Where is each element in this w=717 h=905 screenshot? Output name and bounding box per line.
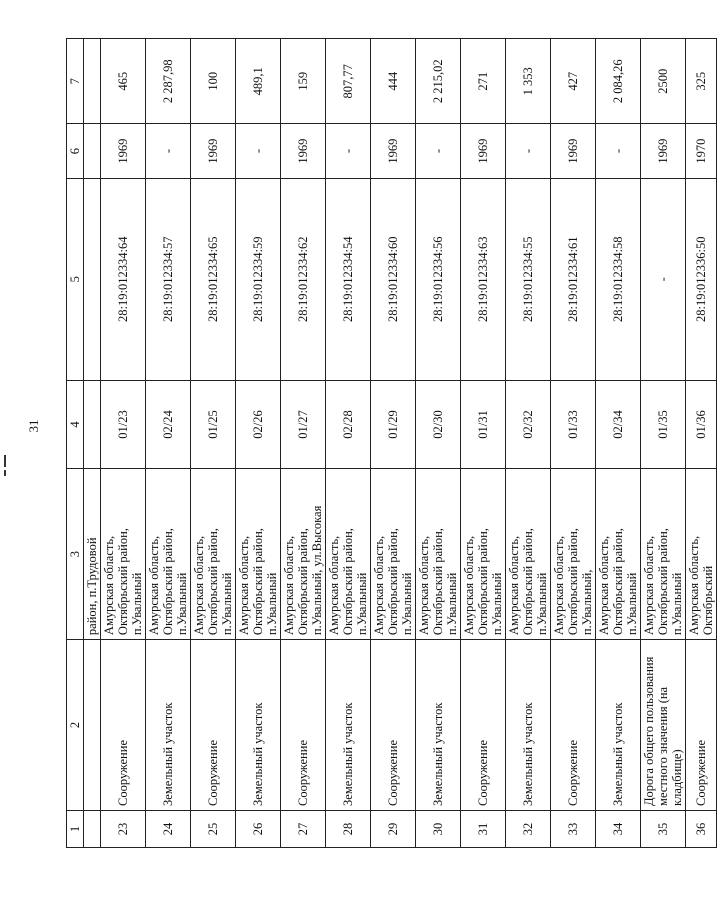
header-cell: 3 <box>67 469 84 640</box>
table-cell-c1: 35 <box>641 810 686 847</box>
table-row <box>236 39 281 848</box>
table-cell-c3: Амурская область, Октябрьский район, п.Увальный, ул.Высокая <box>281 469 326 640</box>
table-cell-c2 <box>84 640 101 811</box>
table-cell-c2: Земельный участок <box>596 640 641 811</box>
table-cell-c5: 28:19:012334:65 <box>191 178 236 380</box>
binding-mark <box>4 470 6 476</box>
table-cell-c4: 01/33 <box>551 380 596 468</box>
table-cell-c1: 33 <box>551 810 596 847</box>
table-row <box>146 39 191 848</box>
header-cell: 5 <box>67 178 84 380</box>
table-cell-c4: 01/31 <box>461 380 506 468</box>
table-cell-c6: 1969 <box>101 124 146 178</box>
table-cell-c5: 28:19:012334:54 <box>326 178 371 380</box>
table-cell-c2: Земельный участок <box>506 640 551 811</box>
table-cell-c5: 28:19:012334:58 <box>596 178 641 380</box>
table-row <box>191 39 236 848</box>
header-cell: 6 <box>67 124 84 178</box>
table-row <box>641 39 686 848</box>
table-cell-c7: 427 <box>551 39 596 125</box>
table-row <box>281 39 326 848</box>
table-cell-c2: Земельный участок <box>236 640 281 811</box>
table-cell-c3: Амурская область, Октябрьский район, п.Увальный <box>461 469 506 640</box>
table-row <box>506 39 551 848</box>
table-cell-c1: 34 <box>596 810 641 847</box>
table-cell-c2: Земельный участок <box>146 640 191 811</box>
table-cell-c7: 1 353 <box>506 39 551 125</box>
table-cell-c1: 24 <box>146 810 191 847</box>
table-cell-c4: 01/25 <box>191 380 236 468</box>
table-cell-c3: Амурская область, Октябрьский район, п.Увальный, <box>551 469 596 640</box>
header-cell: 2 <box>67 640 84 811</box>
table-cell-c3: Амурская область, Октябрьский район, п.Увальный <box>506 469 551 640</box>
table-cell-c3: район, п.Трудовой <box>84 469 101 640</box>
rotated-table-container <box>66 38 715 848</box>
table-cell-c4: 02/26 <box>236 380 281 468</box>
table-cell-c5: 28:19:012334:57 <box>146 178 191 380</box>
table-cell-c7: 325 <box>686 39 717 125</box>
header-cell: 1 <box>67 810 84 847</box>
table-body <box>67 39 717 848</box>
table-cell-c3: Амурская область, Октябрьский район, п.Увальный <box>326 469 371 640</box>
table-cell-c1: 36 <box>686 810 717 847</box>
table-cell-c7: 2500 <box>641 39 686 125</box>
table-cell-c2: Сооружение <box>551 640 596 811</box>
table-cell-c5: 28:19:012334:63 <box>461 178 506 380</box>
table-cell-c3: Амурская область, Октябрьский район, п.Увальный <box>641 469 686 640</box>
table-cell-c5: 28:19:012334:56 <box>416 178 461 380</box>
table-cell-c4: 01/36 <box>686 380 717 468</box>
table-cell-c2: Дорога общего пользования местного значения (на кладбище) <box>641 640 686 811</box>
table-cell-c4: 01/23 <box>101 380 146 468</box>
header-cell: 4 <box>67 380 84 468</box>
table-cell-c7: 807,77 <box>326 39 371 125</box>
table-cell-c4: 02/28 <box>326 380 371 468</box>
table-cell-c7: 100 <box>191 39 236 125</box>
table-cell-c3: Амурская область, Октябрьский район, п.Увальный <box>146 469 191 640</box>
table-row <box>84 39 101 848</box>
table-cell-c1: 28 <box>326 810 371 847</box>
table-cell-c4: 01/35 <box>641 380 686 468</box>
table-cell-c3: Амурская область, Октябрьский район, п.Увальный <box>371 469 416 640</box>
table-cell-c5 <box>84 178 101 380</box>
table-cell-c6: - <box>236 124 281 178</box>
table-cell-c6: 1969 <box>281 124 326 178</box>
page-number: 31 <box>26 419 41 433</box>
property-table <box>66 38 717 848</box>
table-cell-c4: 02/24 <box>146 380 191 468</box>
header-cell: 7 <box>67 39 84 125</box>
table-cell-c6: 1969 <box>191 124 236 178</box>
table-cell-c3: Амурская область, Октябрьский район, п.Увальный <box>236 469 281 640</box>
table-row <box>596 39 641 848</box>
table-cell-c2: Земельный участок <box>326 640 371 811</box>
table-row <box>101 39 146 848</box>
table-cell-c3: Амурская область, Октябрьский район, п.Увальный <box>101 469 146 640</box>
table-cell-c7: 489,1 <box>236 39 281 125</box>
table-cell-c4 <box>84 380 101 468</box>
table-cell-c6: - <box>146 124 191 178</box>
table-cell-c2: Земельный участок <box>416 640 461 811</box>
table-cell-c4: 02/30 <box>416 380 461 468</box>
table-cell-c2: Сооружение <box>371 640 416 811</box>
table-row <box>551 39 596 848</box>
table-cell-c4: 02/32 <box>506 380 551 468</box>
table-cell-c2: Сооружение <box>101 640 146 811</box>
table-cell-c2: Сооружение <box>281 640 326 811</box>
table-cell-c3: Амурская область, Октябрьский район, п.Увальный <box>596 469 641 640</box>
table-cell-c1: 27 <box>281 810 326 847</box>
table-cell-c7: 465 <box>101 39 146 125</box>
table-cell-c7: 2 287,98 <box>146 39 191 125</box>
table-cell-c1: 31 <box>461 810 506 847</box>
table-cell-c6: 1969 <box>551 124 596 178</box>
table-cell-c5: - <box>641 178 686 380</box>
table-cell-c1: 30 <box>416 810 461 847</box>
table-row <box>371 39 416 848</box>
table-cell-c1 <box>84 810 101 847</box>
table-cell-c6: 1969 <box>641 124 686 178</box>
table-cell-c7: 444 <box>371 39 416 125</box>
table-cell-c6 <box>84 124 101 178</box>
table-cell-c1: 23 <box>101 810 146 847</box>
table-cell-c6: - <box>326 124 371 178</box>
table-cell-c7: 271 <box>461 39 506 125</box>
table-row <box>416 39 461 848</box>
table-cell-c4: 01/27 <box>281 380 326 468</box>
table-cell-c6: - <box>416 124 461 178</box>
binding-mark <box>4 455 6 467</box>
table-cell-c7: 2 084,26 <box>596 39 641 125</box>
table-cell-c5: 28:19:012334:59 <box>236 178 281 380</box>
table-cell-c6: - <box>506 124 551 178</box>
table-cell-c6: - <box>596 124 641 178</box>
table-cell-c1: 29 <box>371 810 416 847</box>
table-cell-c5: 28:19:012336:50 <box>686 178 717 380</box>
table-cell-c3: Амурская область, Октябрьский <box>686 469 717 640</box>
table-cell-c1: 26 <box>236 810 281 847</box>
table-cell-c4: 02/34 <box>596 380 641 468</box>
table-cell-c7: 159 <box>281 39 326 125</box>
table-cell-c4: 01/29 <box>371 380 416 468</box>
table-header-row <box>67 39 84 848</box>
table-cell-c2: Сооружение <box>191 640 236 811</box>
table-cell-c6: 1969 <box>371 124 416 178</box>
table-cell-c5: 28:19:012334:64 <box>101 178 146 380</box>
table-cell-c1: 32 <box>506 810 551 847</box>
table-cell-c5: 28:19:012334:62 <box>281 178 326 380</box>
table-cell-c3: Амурская область, Октябрьский район, п.Увальный <box>416 469 461 640</box>
table-row <box>686 39 717 848</box>
table-cell-c1: 25 <box>191 810 236 847</box>
table-cell-c5: 28:19:012334:60 <box>371 178 416 380</box>
table-row <box>326 39 371 848</box>
table-cell-c5: 28:19:012334:61 <box>551 178 596 380</box>
table-row <box>461 39 506 848</box>
table-cell-c2: Сооружение <box>686 640 717 811</box>
table-cell-c3: Амурская область, Октябрьский район, п.Увальный <box>191 469 236 640</box>
table-cell-c6: 1970 <box>686 124 717 178</box>
table-cell-c6: 1969 <box>461 124 506 178</box>
table-cell-c2: Сооружение <box>461 640 506 811</box>
table-cell-c5: 28:19:012334:55 <box>506 178 551 380</box>
table-cell-c7: 2 215,02 <box>416 39 461 125</box>
table-cell-c7 <box>84 39 101 125</box>
